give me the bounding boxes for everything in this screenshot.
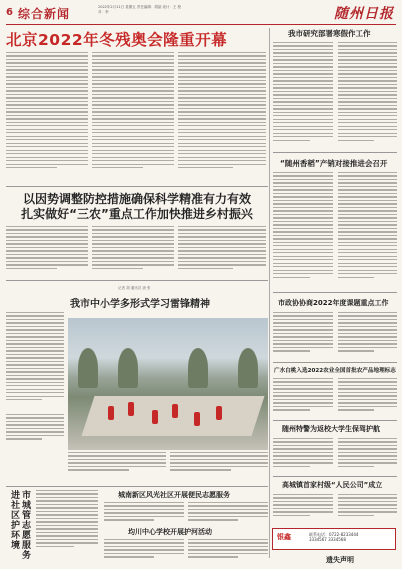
- right-top-body: [273, 42, 397, 152]
- right-e-headline: 随州特警为返校大学生保驾护航: [282, 425, 380, 433]
- right-d-headline: 广水白桃入选2022农业全国首批农产品地理标志: [274, 368, 396, 374]
- lead-headline: 北京2022年冬残奥会隆重开幕: [6, 31, 228, 49]
- lead-body-col1: [6, 52, 88, 180]
- right-top-headline: 我市研究部署寒假作工作: [288, 29, 371, 38]
- lead-body-col2: [92, 52, 174, 180]
- page-number: 6: [6, 7, 13, 18]
- photo-caption: [6, 414, 64, 450]
- advertisement: [272, 528, 396, 550]
- feature-photo: [68, 318, 268, 450]
- big-body-col3: [178, 226, 266, 276]
- bottom-b-headline: 均川中心学校开展护河活动: [128, 528, 212, 536]
- sidebar-body: [36, 490, 98, 560]
- big-headline: [6, 192, 268, 222]
- bottom-b-body2: [188, 539, 268, 565]
- big-body-col1: [6, 226, 88, 276]
- feature-byline: 记者 胡 通讯员 唐 张: [118, 286, 151, 290]
- issue-info: 2022年2月11日 星期五 责任编辑：胡晶 设计：王 校对：李: [98, 5, 182, 14]
- feature-body-left: [6, 312, 64, 412]
- bottom-a-body1: [104, 502, 184, 524]
- feature-body-bottom1: [68, 452, 166, 482]
- right-c-body: [273, 312, 397, 360]
- big-headline-line1: 以因势调整防控措施确保科学精准有力有效: [22, 192, 251, 206]
- bottom-a-headline: 城南新区风光社区开展便民志愿服务: [118, 491, 230, 499]
- ad-logo: 银鑫: [277, 533, 291, 541]
- big-body-col2: [92, 226, 174, 276]
- mid-right-headline: “随州香稻”产销对接推进会召开: [280, 159, 388, 168]
- paper-logo: 随州日报: [334, 6, 394, 22]
- right-c-headline: 市政协协商2022年度课题重点工作: [278, 299, 389, 307]
- sidebar-headline: 市城管志愿服务进社区护环境: [9, 490, 30, 560]
- lead-body-col3: [178, 52, 266, 180]
- column-divider: [269, 28, 270, 558]
- feature-headline: 我市中小学多形式学习雷锋精神: [70, 299, 210, 310]
- mid-right-body: [273, 172, 397, 290]
- ad-line1: 联系电话：0722-8233444: [309, 532, 359, 537]
- right-d-body: [273, 378, 397, 418]
- ad-line2: 3334567 3334568: [309, 537, 346, 542]
- bottom-a-body2: [188, 502, 268, 524]
- section-title: 综合新闻: [18, 7, 71, 21]
- bottom-b-body1: [104, 539, 184, 565]
- masthead: [6, 3, 396, 25]
- right-f-headline: 高城镇首家村级“人民公司”成立: [282, 481, 383, 489]
- notice-headline: 遗失声明: [326, 556, 354, 564]
- right-e-body: [273, 438, 397, 474]
- right-f-body: [273, 494, 397, 524]
- feature-body-bottom2: [170, 452, 268, 482]
- big-headline-line2: 扎实做好“三农”重点工作加快推进乡村振兴: [21, 207, 253, 221]
